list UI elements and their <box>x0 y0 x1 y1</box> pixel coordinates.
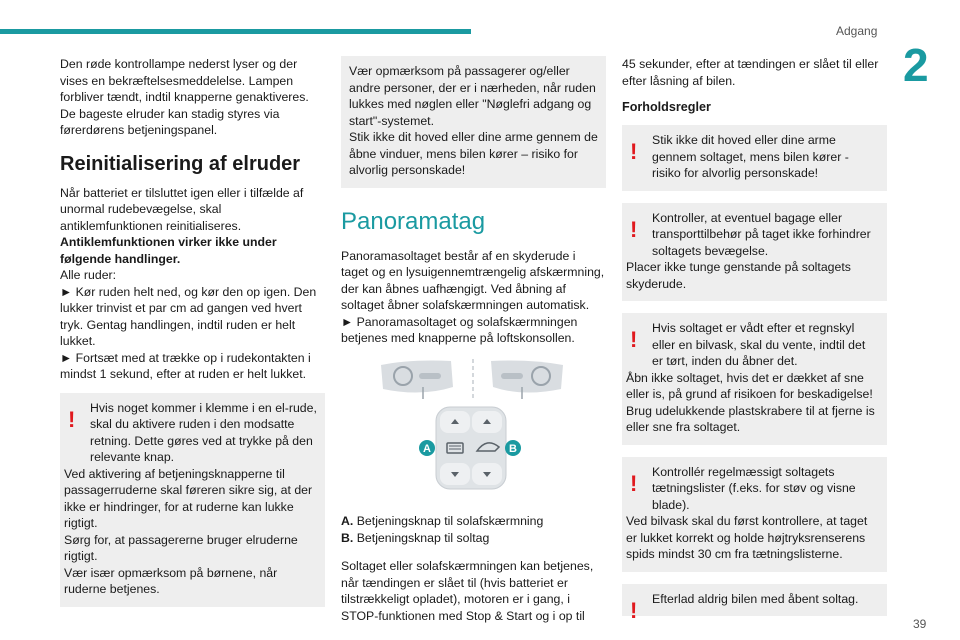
warning-box <box>622 457 887 572</box>
warning-text: Kontroller, at eventuel bagage eller transporttilbehør på taget ikke forhindrer soltagets bevægelse. <box>652 210 871 258</box>
page-number: 39 <box>913 617 927 631</box>
exclamation-icon: ! <box>630 139 638 164</box>
figure-legend <box>341 513 606 546</box>
warning-box <box>622 125 887 191</box>
column-2 <box>341 56 606 624</box>
warning-text: Stik ikke dit hoved eller dine arme gennem de åbne vinduer, mens bilen kører – risiko for alvorlig personskade! <box>349 130 598 177</box>
header-accent-bar <box>0 29 471 34</box>
figure-label-a: A <box>423 442 431 455</box>
column-1 <box>60 56 325 619</box>
paragraph: 45 sekunder, efter at tændingen er slået til eller efter låsning af bilen. <box>622 57 879 88</box>
exclamation-icon: ! <box>630 470 638 496</box>
column-3 <box>622 56 887 628</box>
warning-box <box>341 56 606 188</box>
sunroof-control-illustration <box>341 357 606 497</box>
legend-text: Betjeningsknap til soltag <box>356 530 490 545</box>
warning-box <box>60 393 325 607</box>
figure-label-b: B <box>509 442 517 455</box>
instruction-step: ► Kør ruden helt ned, og kør den op igen. Den lukker trinvist et par cm ad gangen ved hvert tryk. Gentag handlingen, indtil ruden er helt lukket. <box>60 284 317 348</box>
warning-text: Vær især opmærksom på børnene, når ruderne betjenes. <box>64 565 278 596</box>
warning-text: Hvis soltaget er vådt efter et regnskyl eller en bilvask, skal du vente, indtil det er tørt, inden du åbner det. <box>652 321 866 368</box>
warning-text: Ved aktivering af betjeningsknapperne til passagerruderne skal føreren sikre sig, at der ikke er hindringer, for at ruderne kan lukke rigtigt. <box>64 466 313 530</box>
exclamation-icon: ! <box>630 216 638 242</box>
legend-item <box>341 530 606 547</box>
warning-box <box>622 203 887 302</box>
instruction-step: ► Panoramasoltaget og solafskærmningen betjenes med knapperne på loftskonsollen. <box>341 314 578 345</box>
legend-item <box>341 513 606 530</box>
chapter-number: 2 <box>903 39 929 91</box>
warning-text: Efterlad aldrig bilen med åbent soltag. <box>652 591 859 606</box>
legend-key: A. <box>341 514 354 528</box>
warning-text: Vær opmærksom på passagerer og/eller andre personer, der er i nærheden, når ruden lukkes med nøglen eller "Nøglefri adgang og start"-systemet. <box>349 64 596 128</box>
paragraph: Når batteriet er tilsluttet igen eller i tilfælde af unormal rudebevægelse, skal antiklemfunktionen reinitialiseres. <box>60 185 304 233</box>
warning-text: Brug udelukkende plastskrabere til at fjerne is eller sne fra soltaget. <box>626 403 875 434</box>
exclamation-icon: ! <box>68 406 76 432</box>
instruction-step: ► Fortsæt med at trække op i rudekontakten i mindst 1 sekund, efter at ruden er helt lukket. <box>60 350 311 381</box>
warning-text: Åbn ikke soltaget, hvis det er dækket af sne eller is, på grund af risikoen for beskadigelse! <box>626 370 873 401</box>
paragraph-bold: Antiklemfunktionen virker ikke under følgende handlinger. <box>60 235 277 266</box>
warning-text: Stik ikke dit hoved eller dine arme gennem soltaget, mens bilen kører - risiko for alvorlig personskade! <box>652 133 849 180</box>
warning-text: Ved bilvask skal du først kontrollere, at taget er lukket korrekt og holde højtryksrenserens spids mindst 30 cm fra tætningslisterne. <box>626 514 868 561</box>
section-title: Adgang <box>836 24 878 38</box>
section-heading: Panoramatag <box>341 207 486 235</box>
paragraph: Den røde kontrollampe nederst lyser og der vises en bekræftelsesmeddelelse. Lampen forbliver tændt, indtil knapperne genaktiveres. <box>60 57 309 104</box>
warning-box <box>622 584 887 623</box>
warning-text: Sørg for, at passagererne bruger elruderne rigtigt. <box>64 532 298 563</box>
legend-key: B. <box>341 530 354 545</box>
warning-text: Placer ikke tunge genstande på soltagets skyderude. <box>626 260 851 291</box>
warning-text: Kontrollér regelmæssigt soltagets tætningslister (f.eks. for støv og visne blade). <box>652 464 856 512</box>
subsection-heading: Forholdsregler <box>622 100 711 114</box>
exclamation-icon: ! <box>630 597 638 623</box>
exclamation-icon: ! <box>630 327 638 352</box>
paragraph: De bageste elruder kan stadig styres via førerdørens betjeningspanel. <box>60 106 280 137</box>
legend-text: Betjeningsknap til solafskærmning <box>356 514 544 528</box>
section-heading: Reinitialisering af elruder <box>60 152 301 175</box>
warning-box <box>622 313 887 445</box>
warning-text: Hvis noget kommer i klemme i en el-rude, skal du aktivere ruden i den modsatte retning. Dette gøres ved at trykke på den relevante knap. <box>90 400 317 464</box>
paragraph: Panoramasoltaget består af en skyderude i taget og en lysuigennemtrængelig afskærmning, der kan åbnes uafhængigt. Ved åbning af soltaget åbner solafskærmningen automatisk. <box>341 248 605 312</box>
paragraph: Alle ruder: <box>60 268 117 282</box>
paragraph: Soltaget eller solafskærmningen kan betjenes, når tændingen er slået til (hvis batteriet er tilstrækkeligt opladet), motoren er i gang, i STOP-funktionen med Stop & Start og i op til <box>341 559 594 623</box>
